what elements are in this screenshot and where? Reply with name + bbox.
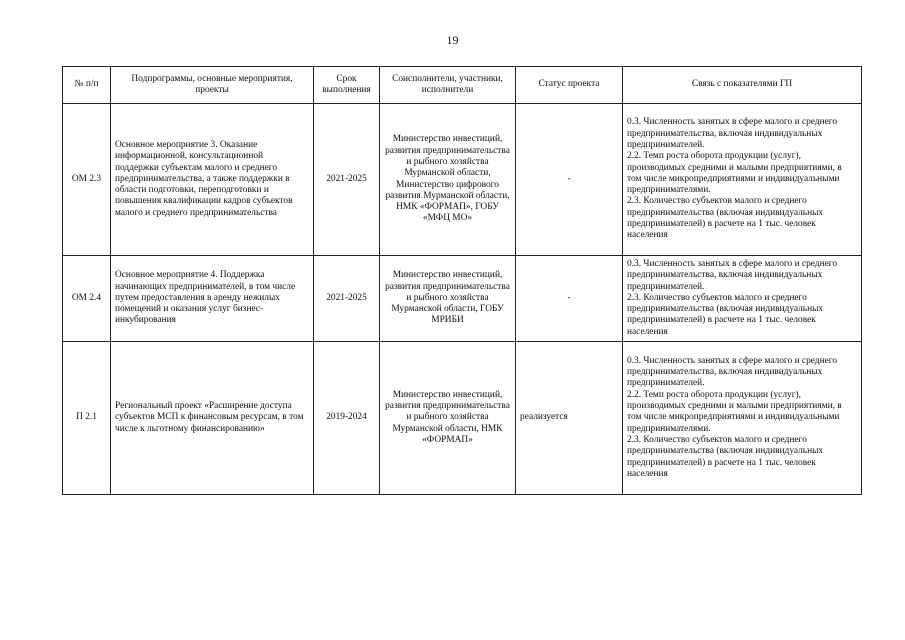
row-title: Основное мероприятие 3. Оказание информационной, консультационной поддержки субъектам малого и среднего предпринимательства, а также поддержки в области подготовки, переподготовки и повышения квалификации кадров субъектов малого и среднего предпринимательства [111,104,314,256]
row-term: 2021-2025 [314,256,380,342]
row-links: 0.3. Численность занятых в сфере малого и среднего предпринимательства, включая индивидуальных предпринимателей. 2.3. Количество субъектов малого и среднего предпринимательства (включая индивидуальных предпринимателей) в расчете на 1 тыс. человек населения [627,258,838,337]
header-status: Статус проекта [516,67,623,104]
row-links-cell [623,256,862,342]
row-status: - [516,256,623,342]
header-title: Подпрограммы, основные мероприятия, проекты [111,67,314,104]
row-title: Региональный проект «Расширение доступа субъектов МСП к финансовым ресурсам, в том числе к льготному финансированию» [111,342,314,495]
row-term: 2021-2025 [314,104,380,256]
page-number: 19 [446,33,459,47]
row-term: 2019-2024 [314,342,380,495]
row-num: П 2.1 [63,342,111,495]
row-links: 0.3. Численность занятых в сфере малого и среднего предпринимательства, включая индивидуальных предпринимателей. 2.2. Темп роста оборота продукции (услуг), производимых средними и малыми предприятиями, в том числе микропредприятиями и индивидуальными предпринимателями. 2.3. Количество субъектов малого и среднего предпринимательства (включая индивидуальных предпринимателей) в расчете на 1 тыс. человек населения [627,117,842,241]
row-executors: Министерство инвестиций, развития предпринимательства и рыбного хозяйства Мурманской области, ГОБУ МРИБИ [380,256,516,342]
header-executors: Соисполнители, участники, исполнители [380,67,516,104]
table-row [63,342,862,495]
row-links-cell [623,104,862,256]
row-title: Основное мероприятие 4. Поддержка начинающих предпринимателей, в том числе путем предоставления в аренду нежилых помещений и оказания услуг бизнес-инкубирования [111,256,314,342]
row-executors: Министерство инвестиций, развития предпринимательства и рыбного хозяйства Мурманской области, НМК «ФОРМАП» [380,342,516,495]
row-links-cell [623,342,862,495]
header-num: № п/п [63,67,111,104]
header-links: Связь с показателями ГП [623,67,862,104]
table-row [63,256,862,342]
table-row [63,104,862,256]
row-links: 0.3. Численность занятых в сфере малого и среднего предпринимательства, включая индивидуальных предпринимателей. 2.2. Темп роста оборота продукции (услуг), производимых средними и малыми предприятиями, в том числе микропредприятиями и индивидуальными предпринимателями. 2.3. Количество субъектов малого и среднего предпринимательства (включая индивидуальных предпринимателей) в расчете на 1 тыс. человек населения [627,355,842,479]
header-term: Срок выполнения [314,67,380,104]
row-status: реализуется [516,342,623,495]
table-header-row [63,67,862,104]
row-executors: Министерство инвестиций, развития предпринимательства и рыбного хозяйства Мурманской области, Министерство цифрового развития Мурманской области, НМК «ФОРМАП», ГОБУ «МФЦ МО» [380,104,516,256]
program-table [62,66,862,495]
row-status: - [516,104,623,256]
row-num: ОМ 2.3 [63,104,111,256]
row-num: ОМ 2.4 [63,256,111,342]
